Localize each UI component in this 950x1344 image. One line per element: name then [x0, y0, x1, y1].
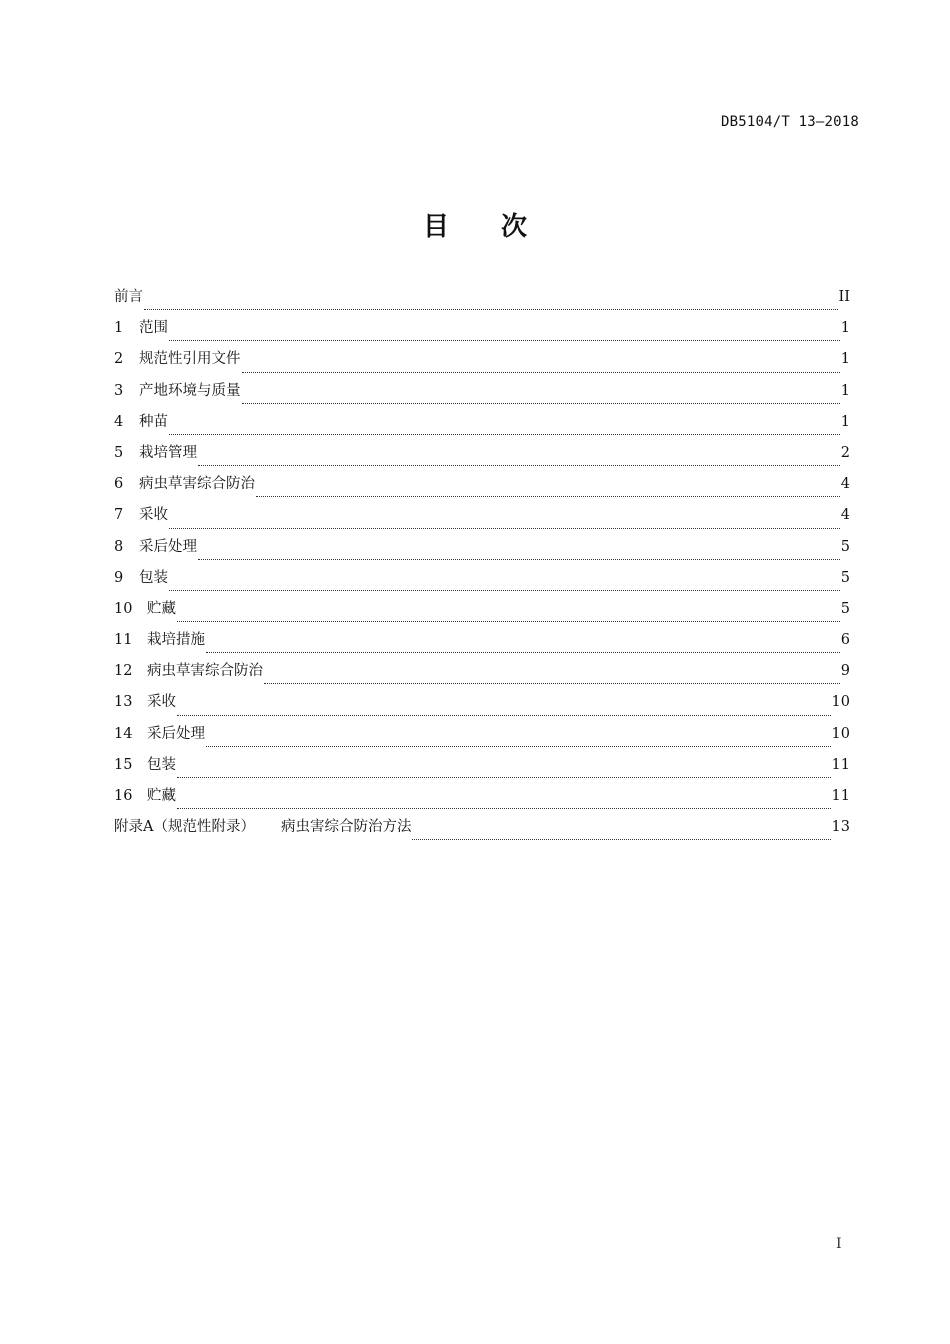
- page-title: [0, 206, 950, 243]
- toc-entry-title: 包装: [147, 756, 176, 773]
- toc-entry-number: 7: [114, 507, 124, 524]
- toc-entry-number: 2: [114, 351, 124, 368]
- toc-entry-title: 产地环境与质量: [139, 382, 241, 399]
- toc-entry-page: 11: [831, 788, 850, 804]
- toc-dot-leader: [242, 371, 840, 373]
- toc-dot-leader: [198, 464, 840, 466]
- toc-entry-page: 5: [840, 600, 850, 617]
- toc-entry-page: 1: [840, 413, 850, 430]
- toc-entry-title: 贮藏: [147, 600, 176, 617]
- toc-entry-number: 15: [114, 756, 133, 773]
- toc-entry[interactable]: [114, 816, 850, 847]
- toc-entry[interactable]: [114, 567, 850, 598]
- toc-entry-number: 4: [114, 413, 124, 430]
- toc-entry-number: 11: [114, 632, 133, 649]
- toc-entry-title: 病虫害综合防治方法: [280, 819, 412, 836]
- toc-entry[interactable]: [114, 473, 850, 504]
- toc-entry-page: 1: [840, 382, 850, 399]
- toc-entry[interactable]: [114, 286, 850, 317]
- toc-entry-page: 4: [840, 476, 850, 493]
- toc-dot-leader: [144, 308, 838, 310]
- toc-entry[interactable]: [114, 660, 850, 691]
- toc-entry-title: 栽培管理: [139, 444, 197, 461]
- toc-entry[interactable]: [114, 380, 850, 411]
- toc-entry-page: 5: [840, 538, 850, 555]
- toc-dot-leader: [177, 714, 831, 716]
- toc-entry-page: II: [838, 289, 850, 305]
- toc-entry-title: 采收: [147, 694, 176, 711]
- toc-entry-page: 4: [840, 507, 850, 524]
- toc-entry[interactable]: [114, 536, 850, 567]
- toc-entry[interactable]: [114, 723, 850, 754]
- toc-entry[interactable]: [114, 348, 850, 379]
- title-char-2: 次: [501, 212, 528, 242]
- toc-entry-title: 采后处理: [139, 538, 197, 555]
- table-of-contents: [114, 286, 850, 847]
- toc-entry-title: 病虫草害综合防治: [147, 663, 263, 680]
- toc-dot-leader: [177, 807, 831, 809]
- toc-entry-number: 8: [114, 538, 124, 555]
- toc-dot-leader: [169, 527, 840, 529]
- toc-entry-number: 1: [114, 320, 124, 337]
- toc-entry-title: 栽培措施: [147, 632, 205, 649]
- toc-dot-leader: [412, 838, 830, 840]
- toc-entry-page: 13: [831, 819, 850, 836]
- toc-entry-number: 13: [114, 694, 133, 711]
- toc-entry-number: 6: [114, 476, 124, 493]
- toc-entry[interactable]: [114, 504, 850, 535]
- toc-entry-page: 9: [840, 663, 850, 680]
- toc-entry-page: 1: [840, 351, 850, 368]
- toc-entry-page: 6: [840, 632, 850, 649]
- toc-entry-number: 16: [114, 788, 133, 804]
- toc-dot-leader: [206, 651, 840, 653]
- toc-entry[interactable]: [114, 754, 850, 785]
- toc-dot-leader: [198, 558, 840, 560]
- toc-dot-leader: [177, 776, 831, 778]
- document-code: DB5104/T 13—2018: [720, 114, 859, 130]
- toc-entry-title: 贮藏: [147, 788, 176, 804]
- toc-dot-leader: [264, 682, 840, 684]
- toc-entry[interactable]: [114, 691, 850, 722]
- toc-entry-page: 10: [831, 694, 850, 711]
- toc-entry[interactable]: [114, 598, 850, 629]
- toc-entry-number: 14: [114, 725, 133, 742]
- toc-entry-page: 1: [840, 320, 850, 337]
- toc-entry-number: 10: [114, 600, 133, 617]
- page-number: I: [836, 1236, 842, 1252]
- toc-entry[interactable]: [114, 629, 850, 660]
- toc-appendix-label: 附录A（规范性附录）: [114, 819, 255, 836]
- toc-entry-title: 病虫草害综合防治: [139, 476, 255, 493]
- toc-entry-number: 3: [114, 382, 124, 399]
- toc-entry[interactable]: [114, 317, 850, 348]
- toc-entry[interactable]: [114, 785, 850, 816]
- toc-dot-leader: [242, 402, 840, 404]
- toc-dot-leader: [206, 745, 831, 747]
- toc-entry-page: 2: [840, 444, 850, 461]
- toc-entry-page: 10: [831, 725, 850, 742]
- toc-dot-leader: [169, 433, 840, 435]
- toc-entry-number: 9: [114, 569, 124, 586]
- toc-entry-title: 采收: [139, 507, 168, 524]
- toc-dot-leader: [177, 620, 840, 622]
- toc-entry-number: 5: [114, 444, 124, 461]
- toc-entry-page: 11: [831, 756, 850, 773]
- toc-dot-leader: [256, 495, 840, 497]
- toc-entry-page: 5: [840, 569, 850, 586]
- toc-entry[interactable]: [114, 411, 850, 442]
- toc-entry-title: 包装: [139, 569, 168, 586]
- toc-dot-leader: [169, 339, 840, 341]
- toc-entry-title: 种苗: [139, 413, 168, 430]
- toc-dot-leader: [169, 589, 840, 591]
- title-char-1: 目: [422, 212, 449, 242]
- toc-entry-title: 规范性引用文件: [139, 351, 241, 368]
- toc-entry-title: 采后处理: [147, 725, 205, 742]
- toc-entry-title: 前言: [114, 289, 143, 305]
- toc-entry-title: 范围: [139, 320, 168, 337]
- toc-entry-number: 12: [114, 663, 133, 680]
- toc-entry[interactable]: [114, 442, 850, 473]
